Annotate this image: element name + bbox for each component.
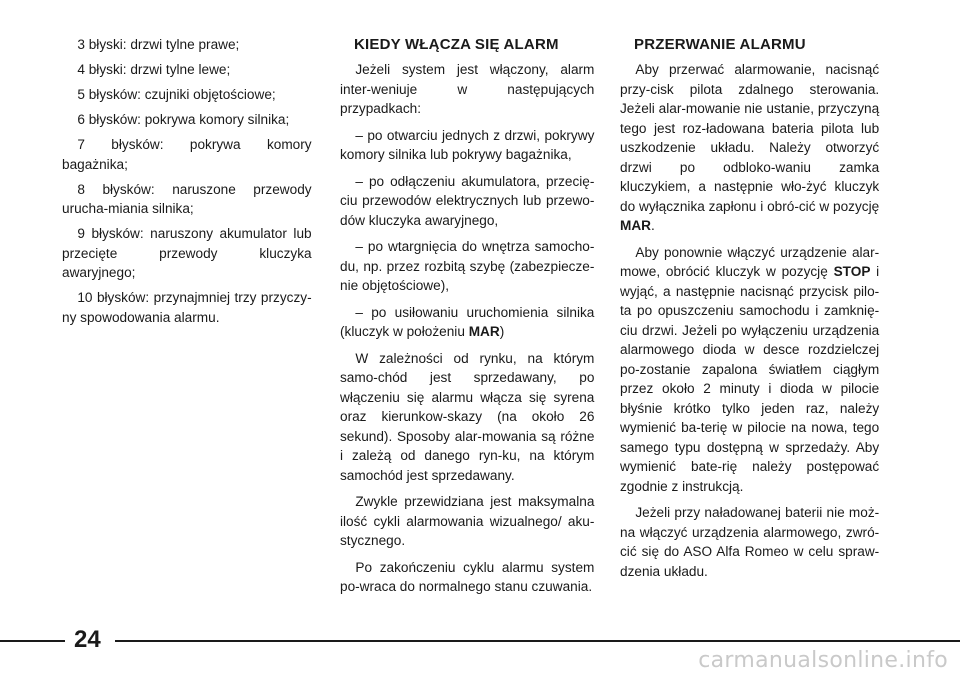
alarm-case-doors: – po otwarciu jednych z drzwi, pokrywy komory silnika lub pokrywy bagażnika, bbox=[340, 127, 595, 163]
alarm-case-engine-start bbox=[340, 304, 594, 343]
page-number: 24 bbox=[74, 626, 101, 653]
alarm-case-battery: – po odłączeniu akumulatora, przecię-ciu przewodów elektrycznych lub przewo-dów kluczyka awaryjnego, bbox=[340, 173, 595, 229]
column-1 bbox=[62, 36, 322, 334]
reactivate-rest: i wyjąć, a następnie nacisnąć przycisk pilo-ta po opuszczeniu samochodu i zamknię-ciu drzwi. Jeżeli po wyłączeniu urządzenia alarmowego dioda w desce rozdzielczej po-zostanie zapalona światłem ciągłym przez około 2 minuty i dioda w pilocie błyśnie krótko tylko jeden raz, należy wymienić ba-terię w pilocie na nowa, tego samego typu dostępną w sprzedaży. Aby wymienić bate-rię należy postępować zgodnie z instrukcją. bbox=[620, 264, 880, 495]
footer-rule-right bbox=[115, 640, 960, 642]
key-position-mar: MAR bbox=[468, 324, 500, 340]
column-2 bbox=[340, 36, 605, 598]
flash-code-5: 5 błysków: czujniki objętościowe; bbox=[77, 87, 276, 103]
reactivate-alarm-paragraph bbox=[620, 244, 879, 498]
alarm-market-paragraph: W zależności od rynku, na którym samo-chód jest sprzedawany, po włączeniu się alarmu włącza się syrena oraz kierunkow-skazy (na około 26 sekund). Sposoby alar-mowania są różne i zależą od danego ryn-ku, na którym samochód jest sprzedawany. bbox=[340, 350, 595, 484]
key-position-stop: STOP bbox=[833, 264, 871, 280]
flash-code-6: 6 błysków: pokrywa komory silnika; bbox=[77, 112, 290, 128]
stop-alarm-suffix: . bbox=[651, 218, 655, 234]
watermark: carmanualsonline.info bbox=[698, 648, 948, 673]
dealer-check-paragraph: Jeżeli przy naładowanej baterii nie moż-na włączyć urządzenia alarmowego, zwró-cić się do ASO Alfa Romeo w celu spraw-dzenia układu. bbox=[620, 505, 880, 580]
flash-code-7: 7 błysków: pokrywa komory bagażnika; bbox=[62, 137, 312, 173]
flash-code-3: 3 błyski: drzwi tylne prawe; bbox=[77, 37, 240, 53]
flash-code-9: 9 błysków: naruszony akumulator lub przecięte przewody kluczyka awaryjnego; bbox=[62, 226, 312, 281]
flash-code-8: 8 błysków: naruszone przewody urucha-miania silnika; bbox=[62, 181, 312, 217]
section-heading-alarm-trigger: KIEDY WŁĄCZA SIĘ ALARM bbox=[354, 36, 559, 53]
alarm-cycles-paragraph: Zwykle przewidziana jest maksymalna ilość cykli alarmowania wizualnego/ aku-stycznego. bbox=[340, 494, 595, 549]
column-3 bbox=[620, 36, 890, 582]
case4-suffix: ) bbox=[499, 324, 505, 340]
case4-text: – po usiłowaniu uruchomienia silnika (kluczyk w położeniu bbox=[340, 304, 595, 340]
alarm-intro: Jeżeli system jest włączony, alarm inter-weniuje w następujących przypadkach: bbox=[340, 62, 595, 117]
stop-alarm-text: Aby przerwać alarmowanie, nacisnąć przy-cisk pilota zdalnego sterowania. Jeżeli alar-mowanie nie ustanie, przyczyną tego jest roz-ładowana bateria pilota lub uszkodzenie układu. Należy otworzyć drzwi po odbloko-waniu zamka kluczykiem, a następnie wło-żyć kluczyk do wyłącznika zapłonu i obró-cić w pozycję bbox=[620, 62, 880, 215]
alarm-end-paragraph: Po zakończeniu cyklu alarmu system po-wraca do normalnego stanu czuwania. bbox=[340, 559, 595, 595]
footer-rule-left bbox=[0, 640, 65, 642]
reactivate-text: Aby ponownie włączyć urządzenie alar-mowe, obrócić kluczyk w pozycję bbox=[620, 244, 880, 280]
flash-code-4: 4 błyski: drzwi tylne lewe; bbox=[77, 62, 231, 78]
stop-alarm-paragraph bbox=[620, 61, 879, 237]
flash-code-10: 10 błysków: przynajmniej trzy przyczy-ny spowodowania alarmu. bbox=[62, 290, 312, 326]
alarm-case-intrusion: – po wtargnięcia do wnętrza samocho-du, np. przez rozbitą szybę (zabezpiecze-nie objętościowe), bbox=[340, 239, 595, 294]
key-position-mar-2: MAR bbox=[620, 218, 652, 234]
section-heading-alarm-stop: PRZERWANIE ALARMU bbox=[634, 36, 806, 53]
